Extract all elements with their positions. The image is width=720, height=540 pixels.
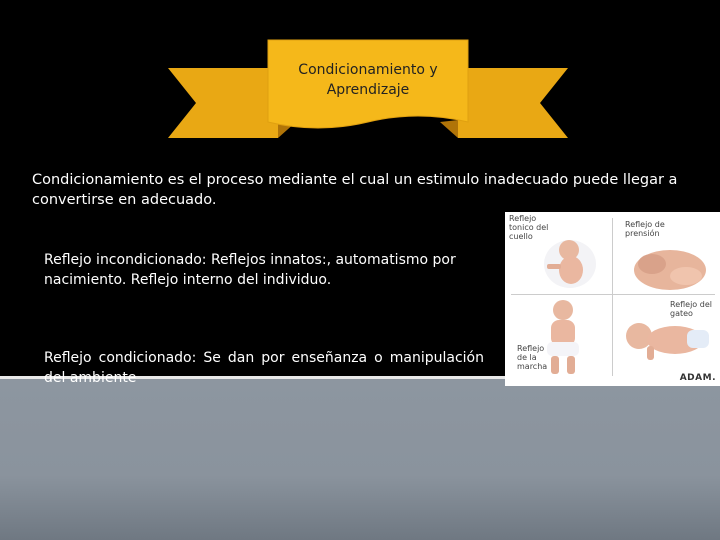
caption-grasp: Reflejo de prensión xyxy=(625,220,665,238)
image-divider-horizontal xyxy=(511,294,715,295)
intro-paragraph: Condicionamiento es el proceso mediante el cual un estimulo inadecuado puede llegar a convertirse en adecuado. xyxy=(32,172,678,208)
baby-crawling-icon xyxy=(617,312,717,362)
caption-tonic-neck: Reflejo tonico del cuello xyxy=(509,214,549,241)
image-divider-vertical xyxy=(612,218,613,376)
caption-crawl: Reflejo del gateo xyxy=(670,300,712,318)
unconditioned-reflex-text: Reflejo incondicionado: Reflejos innatos:, automatismo por nacimiento. Reflejo interno del individuo. xyxy=(44,252,456,288)
baby-walking-icon xyxy=(533,298,593,378)
title-banner xyxy=(168,38,568,150)
infant-reflexes-image xyxy=(505,212,720,386)
adam-credit-logo: ADAM. xyxy=(679,373,716,383)
caption-walk: Reflejo de la marcha xyxy=(517,344,548,371)
conditioned-reflex-text: Reflejo condicionado: Se dan por enseñanza o manipulación del ambiente xyxy=(44,350,484,386)
baby-lying-icon xyxy=(535,230,605,292)
banner-title: Condicionamiento y Aprendizaje xyxy=(298,62,438,98)
hand-grasp-icon xyxy=(630,242,710,292)
slide-footer-band xyxy=(0,379,720,540)
